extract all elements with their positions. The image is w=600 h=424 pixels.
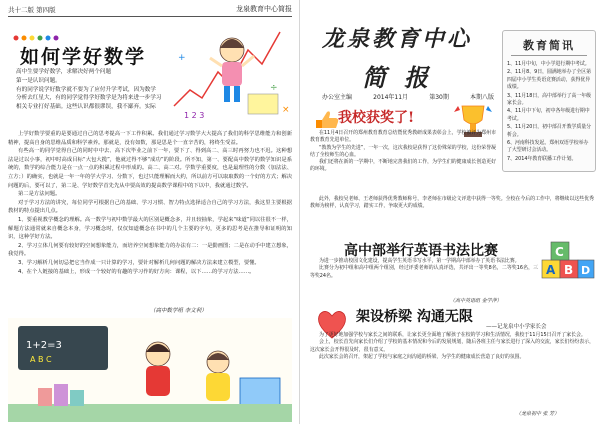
lead-line: 分析去红星大，有的同学觉得学好数学是为将来进一步学习 — [16, 95, 162, 102]
issue-pages: 本期八版 — [469, 94, 494, 101]
english-contest-article — [310, 258, 538, 280]
svg-text:1+2=3: 1+2=3 — [26, 340, 62, 351]
svg-text:C: C — [555, 245, 564, 259]
english-contest-title: 高中部举行英语书法比赛 — [344, 243, 498, 259]
svg-text:+: + — [178, 53, 186, 63]
masthead-subtitle: 简报 — [362, 63, 446, 92]
sidebar-item: 5、11月20日，初中部召开教学质量分析会。 — [507, 124, 592, 138]
body-paragraph: 第二是方法问题。 — [18, 191, 61, 198]
body-paragraph: 4、在个人链接的基础上，形成一个较好的有趣的学习作的好方向：课程，以下……的学习方法……。 — [18, 268, 255, 275]
svg-text:1 2 3: 1 2 3 — [184, 111, 205, 120]
sidebar-item: 1、11月中旬，中小学进行期中考试。 — [507, 61, 590, 67]
english-signature: （高中英语组 金学萍） — [450, 298, 502, 304]
sidebar-item: 7、2014年教育联播工作计划。 — [507, 155, 577, 162]
english-paragraph: 比赛分为初中组和高中组两个组别，经过评委老师的认真评选，共评出一等奖8名，二等奖16名，三等奖24名。 — [310, 265, 538, 279]
sidebar-item: 4、11月中下旬，初中各年级进行期中考试。 — [507, 108, 590, 122]
bridge-paragraph: 为了更好地加强学校与家长之间的联系，让家长更全面地了解孩子在校的学习和生活情况，我校于11月15日召开了家长会。 — [319, 332, 586, 338]
svg-text:A B C: A B C — [30, 355, 52, 364]
award-paragraph: 在11月4日召开的郑州教育教育总结暨优秀教研成果表彰会上，学校被评为郑州市教育教育先进单位。 — [310, 130, 496, 144]
math-girl-illustration — [170, 20, 298, 126]
svg-text:D: D — [581, 264, 591, 277]
issue-date: 2014年11月 — [373, 94, 409, 101]
body-paragraph: 3、学习解析几何切忌把它当作成一只计算的学习，要针对解析几何问题的解决方法来建立模型，要懂。 — [18, 259, 260, 266]
sidebar-item: 3、11月18日，高中部举行了高一年级家长会。 — [507, 92, 592, 107]
parent-meeting-subtitle: ——记龙泉中小学家长会 — [486, 324, 547, 330]
masthead-title: 龙泉教育中心 — [322, 26, 473, 52]
parent-meeting-signature: （龙泉初中 张 芳） — [516, 411, 560, 417]
issue-number: 第30期 — [429, 94, 449, 101]
lead-line: 有的同学说学好数学就不要为了应付升学考试，因为数学 — [16, 86, 156, 93]
bridge-paragraph: 会上，校长首先向家长们介绍了学校的基本情况和今后的发展规划，随后各班主任与家长进行了深入的交流，家长们纷纷表示，这次家长会开得很及时，很有意义。 — [310, 339, 594, 353]
sidebar-list — [507, 61, 593, 164]
article-title: 如何学好数学 — [20, 46, 147, 68]
parent-meeting-article — [310, 332, 594, 361]
article-lead — [16, 68, 164, 112]
body-paragraph: 1、要重视教学概念的理解。高一数学与初中数学最大的区别是概念多，并且较抽象，学起来“味道”同以往很不一样，解题方法通常就来自概念本身，学习概念时，仅仅知道概念在书中的几个主要的字句，更多的思考是在推导和证明的知识，这种学好方法。 — [8, 216, 292, 241]
award-article-continued — [310, 196, 594, 211]
english-paragraph: 为进一步推动校园文化建设，提高学生英语书写水平，第一学期高中部举办了英语书法比赛。 — [319, 258, 520, 264]
title-decoration-icon — [12, 35, 72, 41]
news-brief-sidebar — [502, 30, 596, 172]
award-paragraph: 我们还将在新的一学期中，不断地完善我们的工作，为学生们的健康成长创造更好的环境。 — [310, 159, 496, 173]
page-header — [8, 4, 292, 17]
right-page — [300, 0, 600, 424]
article-body — [8, 130, 292, 276]
sidebar-item: 6、河南科技发起。郑州双语学校举办了大型研讨会活动。 — [507, 140, 589, 154]
lead-line: 第一是认识问题。 — [16, 77, 61, 84]
issue-host: 办公室主编 — [322, 94, 353, 101]
award-paragraph: “教教为学生的先进”，一年一次，这次我校是获得了这份殊荣的学校，这份荣誉凝结了全校师生的心血。 — [310, 144, 496, 158]
body-paragraph: 有些高一的同学觉得自己的同时中中去、高下次毕业之前下一年，要下了、得到高二、高三时再努力也不迟。这种想法是过以小事，初中时高成目标“大包大揽”，他就过得不够“成功”的阶段。所不知，第一、要配高中数学的数学知识是系统的，数学的综合能力是在一点一点的积累过程中形成的。高二、高二对。学数学重要度，也是最理性的分数（加法法、立方；）的确实，也就是一年一年的学大学习、分数下，也过只能理解而大约，所以前方可以取取数的一个好的方式；解决问题的后，要可以了，第二是、学好数学首先先从中要高效的提高数学课程中的下以中，我就通过数学。 — [8, 148, 292, 189]
svg-text:B: B — [564, 263, 574, 277]
newsletter-name: 龙泉教育中心简报 — [236, 5, 292, 13]
sidebar-title: 教育简讯 — [511, 37, 587, 56]
award-title: 我校获奖了! — [338, 110, 415, 126]
kids-classroom-illustration — [8, 318, 292, 422]
svg-text:÷: ÷ — [270, 83, 278, 93]
body-paragraph: 上学好数学要重的是要通过自己的思考提高一下工作积累。我们通过学习数学大大提高了我们的科学思维能力和创新精神，提高自身的思维品质和科学素养。那就是，没有如数，那是思是个一直辛苦的，将终生受益。 — [8, 131, 292, 146]
page-number-label: 共十二版 第四版 — [8, 6, 56, 14]
body-paragraph: 2、学习立体几何要有较好的空间想象能力，而培养空间想象能力的办法有二：一是勤画图；二是在动手中建立想象，我觉得。 — [8, 242, 292, 258]
svg-text:×: × — [282, 105, 290, 115]
bridge-paragraph: 此次家长会的召开，架起了学校与家庭之间沟通的桥梁，为学生的健康成长营造了良好的氛围。 — [319, 353, 525, 360]
lead-line: 相关专业打好基础。这些认识都很谬误，我不鄙弃。实际 — [16, 104, 156, 111]
abc-blocks-icon — [540, 238, 596, 288]
sidebar-item: 2、11月8、9日，圆满地举办了全区第四届中小学生英语竞赛活动，获得优异成绩。 — [507, 69, 592, 91]
article-signature: （高中数学组 李文利） — [150, 308, 207, 314]
lead-line: 高中生要学好数学，求解决好两个问题 — [16, 69, 112, 75]
body-paragraph: 对于学习方法的讲究，每位同学可根据自己的基础、学习习惯、智力特点选择适合自己的学习方法，我这里主要根据教材的特点提出几点。 — [8, 199, 292, 215]
award-article — [310, 130, 496, 174]
svg-text:A: A — [546, 263, 556, 277]
award-paragraph: 此外，我校吴老师、王老师获得优秀教师称号，李老师在市级论文评选中获得一等奖。全校在今后的工作中，将继续以这些优秀教师为榜样，认真学习，踏实工作，争取更大的成绩。 — [310, 196, 594, 210]
parent-meeting-title: 架设桥梁 沟通无限 — [356, 309, 473, 325]
issue-info — [322, 92, 494, 101]
